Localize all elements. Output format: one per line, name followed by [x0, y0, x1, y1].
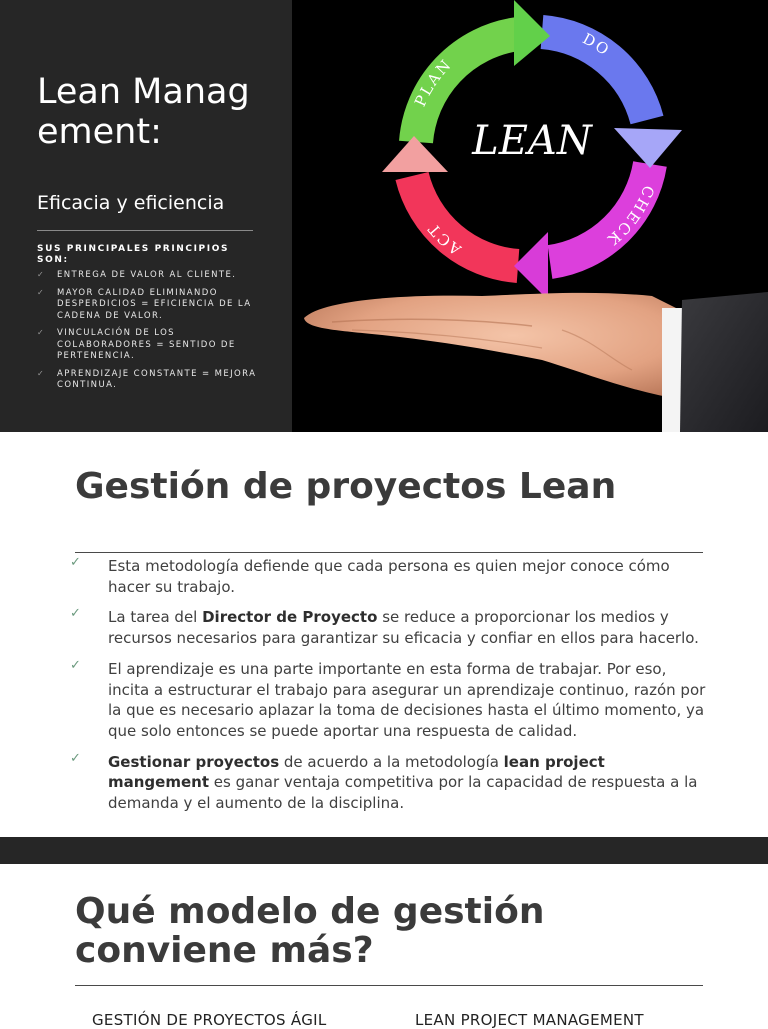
bullet-text: Esta metodología defiende que cada persona es quien mejor conoce cómo hacer su trabajo.: [108, 557, 670, 596]
check-icon: ✓: [37, 328, 46, 337]
slide-modelo-gestion: [0, 864, 768, 1029]
check-icon: ✓: [37, 368, 46, 378]
bullet-text: se reduce a proporcionar los medios y recursos necesarios para garantizar su eficacia y confiar en ellos para hacerlo.: [108, 608, 699, 648]
column-heading-lean: LEAN PROJECT MANAGEMENT: [415, 1011, 644, 1029]
principle-text: VINCULACIÓN DE LOS COLABORADORES = SENTIDO DE PERTENENCIA.: [57, 328, 236, 361]
act-arrow: [412, 176, 518, 266]
divider: [75, 985, 703, 986]
principle-item: [37, 270, 257, 282]
principle-item: [37, 369, 257, 392]
bullet-list: [70, 556, 710, 824]
slide-lean-management: [0, 0, 768, 432]
principle-item: [37, 288, 257, 323]
plan-arrowhead: [514, 0, 550, 66]
slide-title: Gestión de proyectos Lean: [75, 466, 617, 507]
bullet-text: La tarea del: [108, 608, 203, 627]
do-arrowhead: [614, 128, 682, 168]
slide-gestion-proyectos-lean: [0, 432, 768, 837]
principles-heading: SUS PRINCIPALES PRINCIPIOS SON:: [37, 244, 230, 265]
lean-cycle-image: [292, 0, 768, 432]
slide-separator: [0, 837, 768, 864]
check-icon: ✓: [37, 287, 46, 297]
bullet-item: [70, 752, 710, 814]
title-panel: [0, 0, 292, 432]
check-icon: ✓: [70, 555, 81, 570]
bullet-text: es ganar ventaja competitiva por la capacidad de respuesta a la demanda y el aumento de la disciplina.: [108, 773, 698, 813]
divider: [75, 552, 703, 553]
bullet-emphasis: Gestionar proyectos: [108, 752, 280, 771]
check-icon: ✓: [37, 270, 46, 279]
principle-text: MAYOR CALIDAD ELIMINANDO DESPERDICIOS = EFICIENCIA DE LA CADENA DE VALOR.: [57, 287, 252, 321]
open-hand-illustration: [304, 292, 768, 432]
slide-title: Lean Management:: [37, 72, 250, 152]
check-icon: ✓: [70, 657, 81, 673]
stage-label: PLAN: [410, 55, 456, 110]
stage-label: CHECK: [602, 182, 658, 250]
bullet-item: [70, 556, 710, 597]
act-arrowhead: [382, 136, 448, 172]
column-heading-agil: GESTIÓN DE PROYECTOS ÁGIL: [92, 1011, 327, 1029]
principle-item: [37, 328, 257, 363]
bullet-emphasis: Director de Proyecto: [202, 608, 378, 627]
principle-text: APRENDIZAJE CONSTANTE = MEJORA CONTINUA.: [57, 368, 257, 390]
bullet-item: [70, 607, 710, 648]
bullet-emphasis: lean project mangement: [108, 752, 605, 792]
principles-list: [37, 270, 257, 398]
check-icon: ✓: [70, 606, 81, 622]
pdca-cycle-illustration: [292, 0, 768, 432]
principle-text: ENTREGA DE VALOR AL CLIENTE.: [57, 270, 237, 280]
slide-subtitle: Eficacia y eficiencia: [37, 192, 225, 214]
bullet-text: de acuerdo a la metodología: [279, 752, 504, 771]
cycle-center-label: LEAN: [472, 118, 592, 164]
bullet-text: El aprendizaje es una parte importante en esta forma de trabajar. Por eso, incita a estructurar el trabajo para asegurar un aprendizaje continuo, razón por la que es necesario aplazar la toma de decisiones hasta el último momento, ya que solo entonces se puede aportar una respuesta de calidad.: [108, 659, 706, 740]
divider: [37, 230, 253, 231]
stage-label: ACT: [423, 218, 465, 259]
check-arrowhead: [514, 232, 548, 300]
bullet-item: [70, 659, 710, 742]
slide-title: Qué modelo de gestión conviene más?: [75, 891, 545, 971]
stage-label: DO: [579, 29, 614, 60]
check-icon: ✓: [70, 750, 81, 766]
